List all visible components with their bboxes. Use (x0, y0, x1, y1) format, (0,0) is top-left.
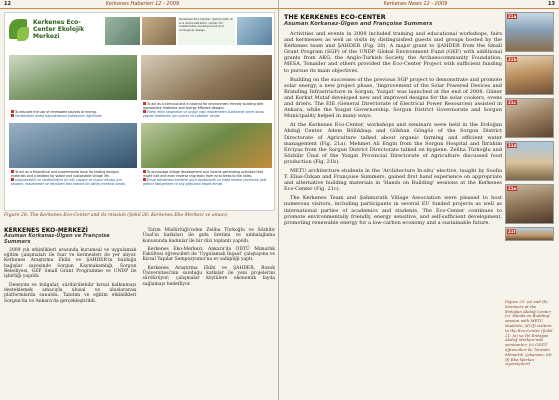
testbed-photo (9, 123, 137, 168)
figure-26-caption: Figure 26: The Kerkenes Eco-Center and its mission (Şekil 26: Kerkenes Eko-Merkezi ve amacı) (4, 213, 228, 218)
poster-header-strip (105, 17, 272, 45)
photo-label: 21c (508, 100, 516, 105)
photo-21e (505, 184, 554, 224)
photo-21d (505, 141, 554, 181)
photo-label: 21e (508, 186, 517, 191)
building-photo (141, 55, 272, 100)
bullet-icon (143, 110, 146, 113)
bullet-icon (143, 178, 146, 181)
caption-english: To educate the use of renewable sources of energy. (15, 110, 97, 114)
eco-center-poster (4, 12, 275, 211)
left-page-header (0, 0, 278, 9)
poster-cell-caption (11, 110, 135, 118)
left-column-1 (4, 228, 137, 307)
left-page (0, 0, 279, 400)
photo-column (505, 12, 554, 244)
poster-photo (105, 17, 140, 45)
paragraph: METU architecture students in the 'Architecture In-situ' elective, taught by Soofia T. Elias-Özkan and Françoise Summers, gained first hand experience on appropriate and alternative building materials in 'Hands on Building' sessions at the Kerkenes Eco-Center (Fig. 21c). (284, 167, 502, 193)
bullet-icon (11, 170, 14, 173)
paragraph: Kerkenes Eko-Merkezi, Ankara'da ODTÜ Mimarlık Fakültesi öğrencileri ile 'Uygulamalı İnşaat' çalıştayına ve Kırsal Yapılar Sempozyumu'na ev sahipliği yaptı. (142, 246, 275, 263)
poster-photo (142, 17, 177, 45)
bullet-icon (143, 102, 146, 105)
caption-turkish: Yenilenebilir enerji kaynaklarının kullanımını öğretmek. (15, 114, 103, 118)
eco-center-logo (9, 17, 99, 53)
paragraph: At the Kerkenes Eco-Center, workshops and seminars were held in the Erdoğan Akdağ Center. Adem Bölükbaşı and Gökhan Göngöz of the Sorgun District Directorate of Agriculture talked about organic farming and efficient water management (Fig. 21a). Mehmet Ali Engin from the Sorgun Hospital and İbrahim Erciyas from the Sorgun District Directorate talked on hygiene. Zeliha Türkoğlu and Sözbilir Ünal of the Yozgat Provincial Directorate of Agriculture discussed food production (Fig. 21b). (284, 122, 502, 165)
caption-english: To act as a stimulus and a catalyst for environment friendly building with appropriate materials and energy efficient designs. (143, 102, 264, 110)
caption-english: To act as a theoretical and experimental base for testing designs, materials and a testbed for viable and sustainable village life. (11, 170, 120, 178)
caption-turkish: Enerji etkin tasarımlar ve uygun yapı malzemeleri kullanarak çevre dostu yapılar üretilmesi için uyarıcı ve katalizör olmak. (143, 110, 265, 118)
article-heading-en: THE KERKENES ECO-CENTER (284, 13, 386, 21)
left-column-2 (143, 228, 276, 307)
paragraph: Deneyim ve bulgular, sürdürülebilir kırsal kalkınmayı desteklemek amacıyla ulusal ve uluslararası platformlarda sunuldu. Tanıtım ve eğitim etkinlikleri Sorgun'da ve Ankara'da gerçekleştirildi. (4, 282, 137, 304)
bullet-icon (11, 110, 14, 113)
right-page-number: 13 (548, 1, 555, 7)
village-photo (141, 123, 272, 168)
paragraph: Activities and events in 2009 included training and educational workshops, fairs and kermesses as well as visits by distinguished guests and groups hosted by the Kerkenes team and ŞAHDER (Fig. 20). A major grant to ŞAHDER from the Small Grant Program (SGP) of the UNDP Global Environment Fund (GEF) with additional grants from AKG, the Anglo-Turkish Society, the Archaeocommunity Foundation, MESA, Tonaider and others provided the Eco-Center Project with sufficient funding to pursue its main objectives. (284, 31, 502, 74)
photo-21c (505, 98, 554, 138)
caption-turkish: Uygulanabilir ve sürdürülebilir bir köy yaşamı ve uygun altyapı için tasarım, malzemeler ve teknikleri test edecek bir deney merkezi olmak. (11, 178, 126, 186)
poster-cell-test-center (9, 123, 137, 187)
poster-cell-renewable-energy (9, 55, 137, 119)
caption-english: To encourage village development and income-generating activities that might halt and even reverse migration from rural areas to the cities. (143, 170, 263, 178)
poster-cell-caption (143, 102, 270, 118)
left-header-title: Kerkenes Haberleri 12 - 2009 (105, 1, 180, 7)
figure-21-caption: Figure 21: (a) and (b) Seminars at the Erdoğan Akdağ Center; (c) 'Hands on Building' session with METU students; (d)-(f) visitors to the Eco-Center (Şekil 21: (a) ve (b) Erdoğan Akdağ Merkezi'nde seminerler; (c) ODTÜ öğrencileri ile 'Yerinde Mimarlık' çalışması; (d)-(f) Eko-Merkez ziyaretçileri) (505, 299, 553, 367)
photo-label: 21b (508, 57, 517, 62)
article-heading-tr: KERKENES EKO-MERKEZİ (4, 227, 88, 234)
bullet-icon (11, 114, 14, 117)
poster-cell-eco-building (141, 55, 272, 119)
solar-panel-photo (9, 55, 137, 100)
left-article-columns (4, 228, 275, 307)
photo-label: 21a (508, 14, 517, 19)
caption-turkish: Kırsal alanlardan kentlere göçü durduracak ve hatta tersine çevirecek gelir getirici faaliyetlere ve köy gelişimini teşvik etmek. (143, 178, 267, 186)
left-page-number: 12 (4, 1, 11, 7)
article-author-en: Asuman Korkanaz-Ülgen and Françoise Summers (284, 21, 433, 27)
right-article (284, 13, 502, 229)
logo-text: Kerkenes Eco-Center Ekolojik Merkezi (33, 19, 85, 40)
paragraph: Kerkenes Araştırma Ekibi ve ŞAHDER, Bozok Üniversitesi'nin sunduğu katkılar ile yeni projelerini sürdürüyor; çalışmalar köylülere ekonomik fayda sağlamayı hedefliyor. (142, 265, 275, 287)
poster-cell-caption (143, 170, 270, 186)
poster-cell-village-development (141, 123, 272, 187)
poster-photo (237, 17, 272, 45)
bullet-icon (143, 170, 146, 173)
paragraph: The Kerkenes Team and Şahmuratlı Village Association were pleased to host numerous visitors, including participants in several EU funded projects as well as international parties of academics and students. The Eco-Center continues to promote environmentally friendly, energy sensitive, and self-sufficient development, promoting renewable energy for a low-carbon economy and a sustainable future. (284, 195, 502, 226)
paragraph: Building on the successes of the previous SGP project to demonstrate and promote solar energy, a new project phase, 'Improvement of the Solar Powered Devices and Branding Infrastructure in Sorgun, Yozgat' was launched at the end of 2008. Güner and Korkut Mutaf developed new and improved designs for the solar cookers, ovens and driers. The EIE (General Directorate of Electrical Power Resources) assisted in Ankara, while the Yozgat Governorship, Sorgun District Governorate and Sorgun Municipality helped in many ways. (284, 76, 502, 120)
bullet-icon (11, 178, 14, 181)
right-page (279, 0, 559, 400)
article-author-tr: Asuman Korkanaz-Ülgen ve Françoise Summers (4, 233, 110, 245)
right-page-header (279, 0, 559, 9)
photo-21f (505, 227, 554, 241)
photo-21a (505, 12, 554, 52)
paragraph: 2009 yılı etkinlikleri arasında kurumsal ve uygulamalı eğitim çalışmaları ile fuar ve kermesleri de yer alıyor. Kerkenes Araştırma Ekibi ve ŞAHDER'in bulduğu bağışlar sayesinde Sorgun Kaymakamlığı, Sorgun Belediyesi, GEF Small Grant Programme ve UNDP ile işbirliği yapıldı. (4, 247, 137, 280)
photo-21b (505, 55, 554, 95)
leaf-icon (17, 27, 29, 41)
right-header-title: Kerkenes News 12 - 2009 (383, 1, 448, 7)
photo-label: 21d (508, 143, 517, 148)
poster-cell-caption (11, 170, 135, 186)
photo-label: 21f (508, 229, 516, 234)
paragraph: Tarım Müdürlüğü'nden Zeliha Türkoğlu ve Sözbilir Ünal'ın katkıları ile gıda üretimi ve ambalajlama konusunda kadınlar ile bir dizi toplantı yapıldı. (142, 228, 275, 244)
poster-intro-text: Kerkenes Eco-Center, Şahmuratlı. It is a demonstration center for sustainable development and ecological design. (178, 17, 235, 45)
